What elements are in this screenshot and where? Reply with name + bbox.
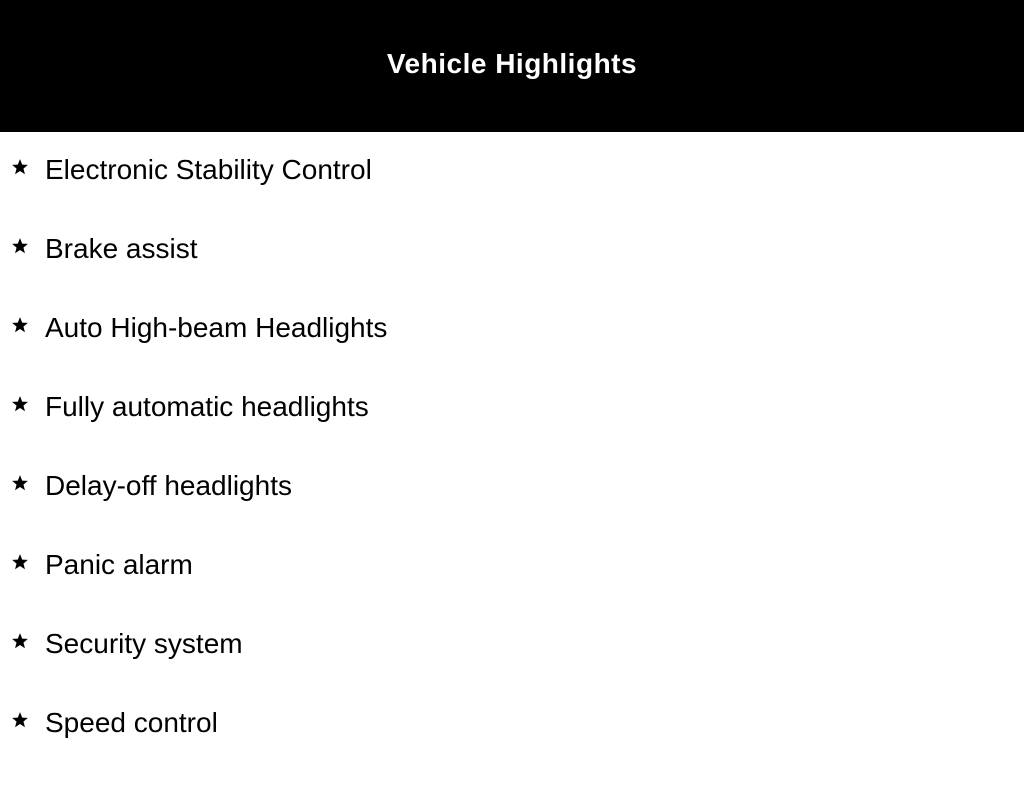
- list-item: [0, 391, 1024, 470]
- list-item: [0, 628, 1024, 707]
- header-banner: [0, 0, 1024, 132]
- star-icon: [11, 711, 29, 729]
- list-item: [0, 233, 1024, 312]
- list-item-label: Panic alarm: [45, 549, 193, 580]
- list-item-label: Electronic Stability Control: [45, 154, 372, 185]
- list-item: [0, 312, 1024, 391]
- list-item-label: Brake assist: [45, 233, 198, 264]
- list-item: [0, 154, 1024, 233]
- star-icon: [11, 395, 29, 413]
- highlights-list: [0, 154, 1024, 786]
- list-item-label: Security system: [45, 628, 243, 659]
- list-item: [0, 707, 1024, 786]
- list-item: [0, 549, 1024, 628]
- star-icon: [11, 632, 29, 650]
- star-icon: [11, 237, 29, 255]
- list-item: [0, 470, 1024, 549]
- star-icon: [11, 158, 29, 176]
- list-item-label: Speed control: [45, 707, 218, 738]
- page-title: Vehicle Highlights: [386, 48, 638, 79]
- list-item-label: Fully automatic headlights: [45, 391, 369, 422]
- list-item-label: Delay-off headlights: [45, 470, 292, 501]
- star-icon: [11, 553, 29, 571]
- list-item-label: Auto High-beam Headlights: [45, 312, 388, 343]
- star-icon: [11, 316, 29, 334]
- star-icon: [11, 474, 29, 492]
